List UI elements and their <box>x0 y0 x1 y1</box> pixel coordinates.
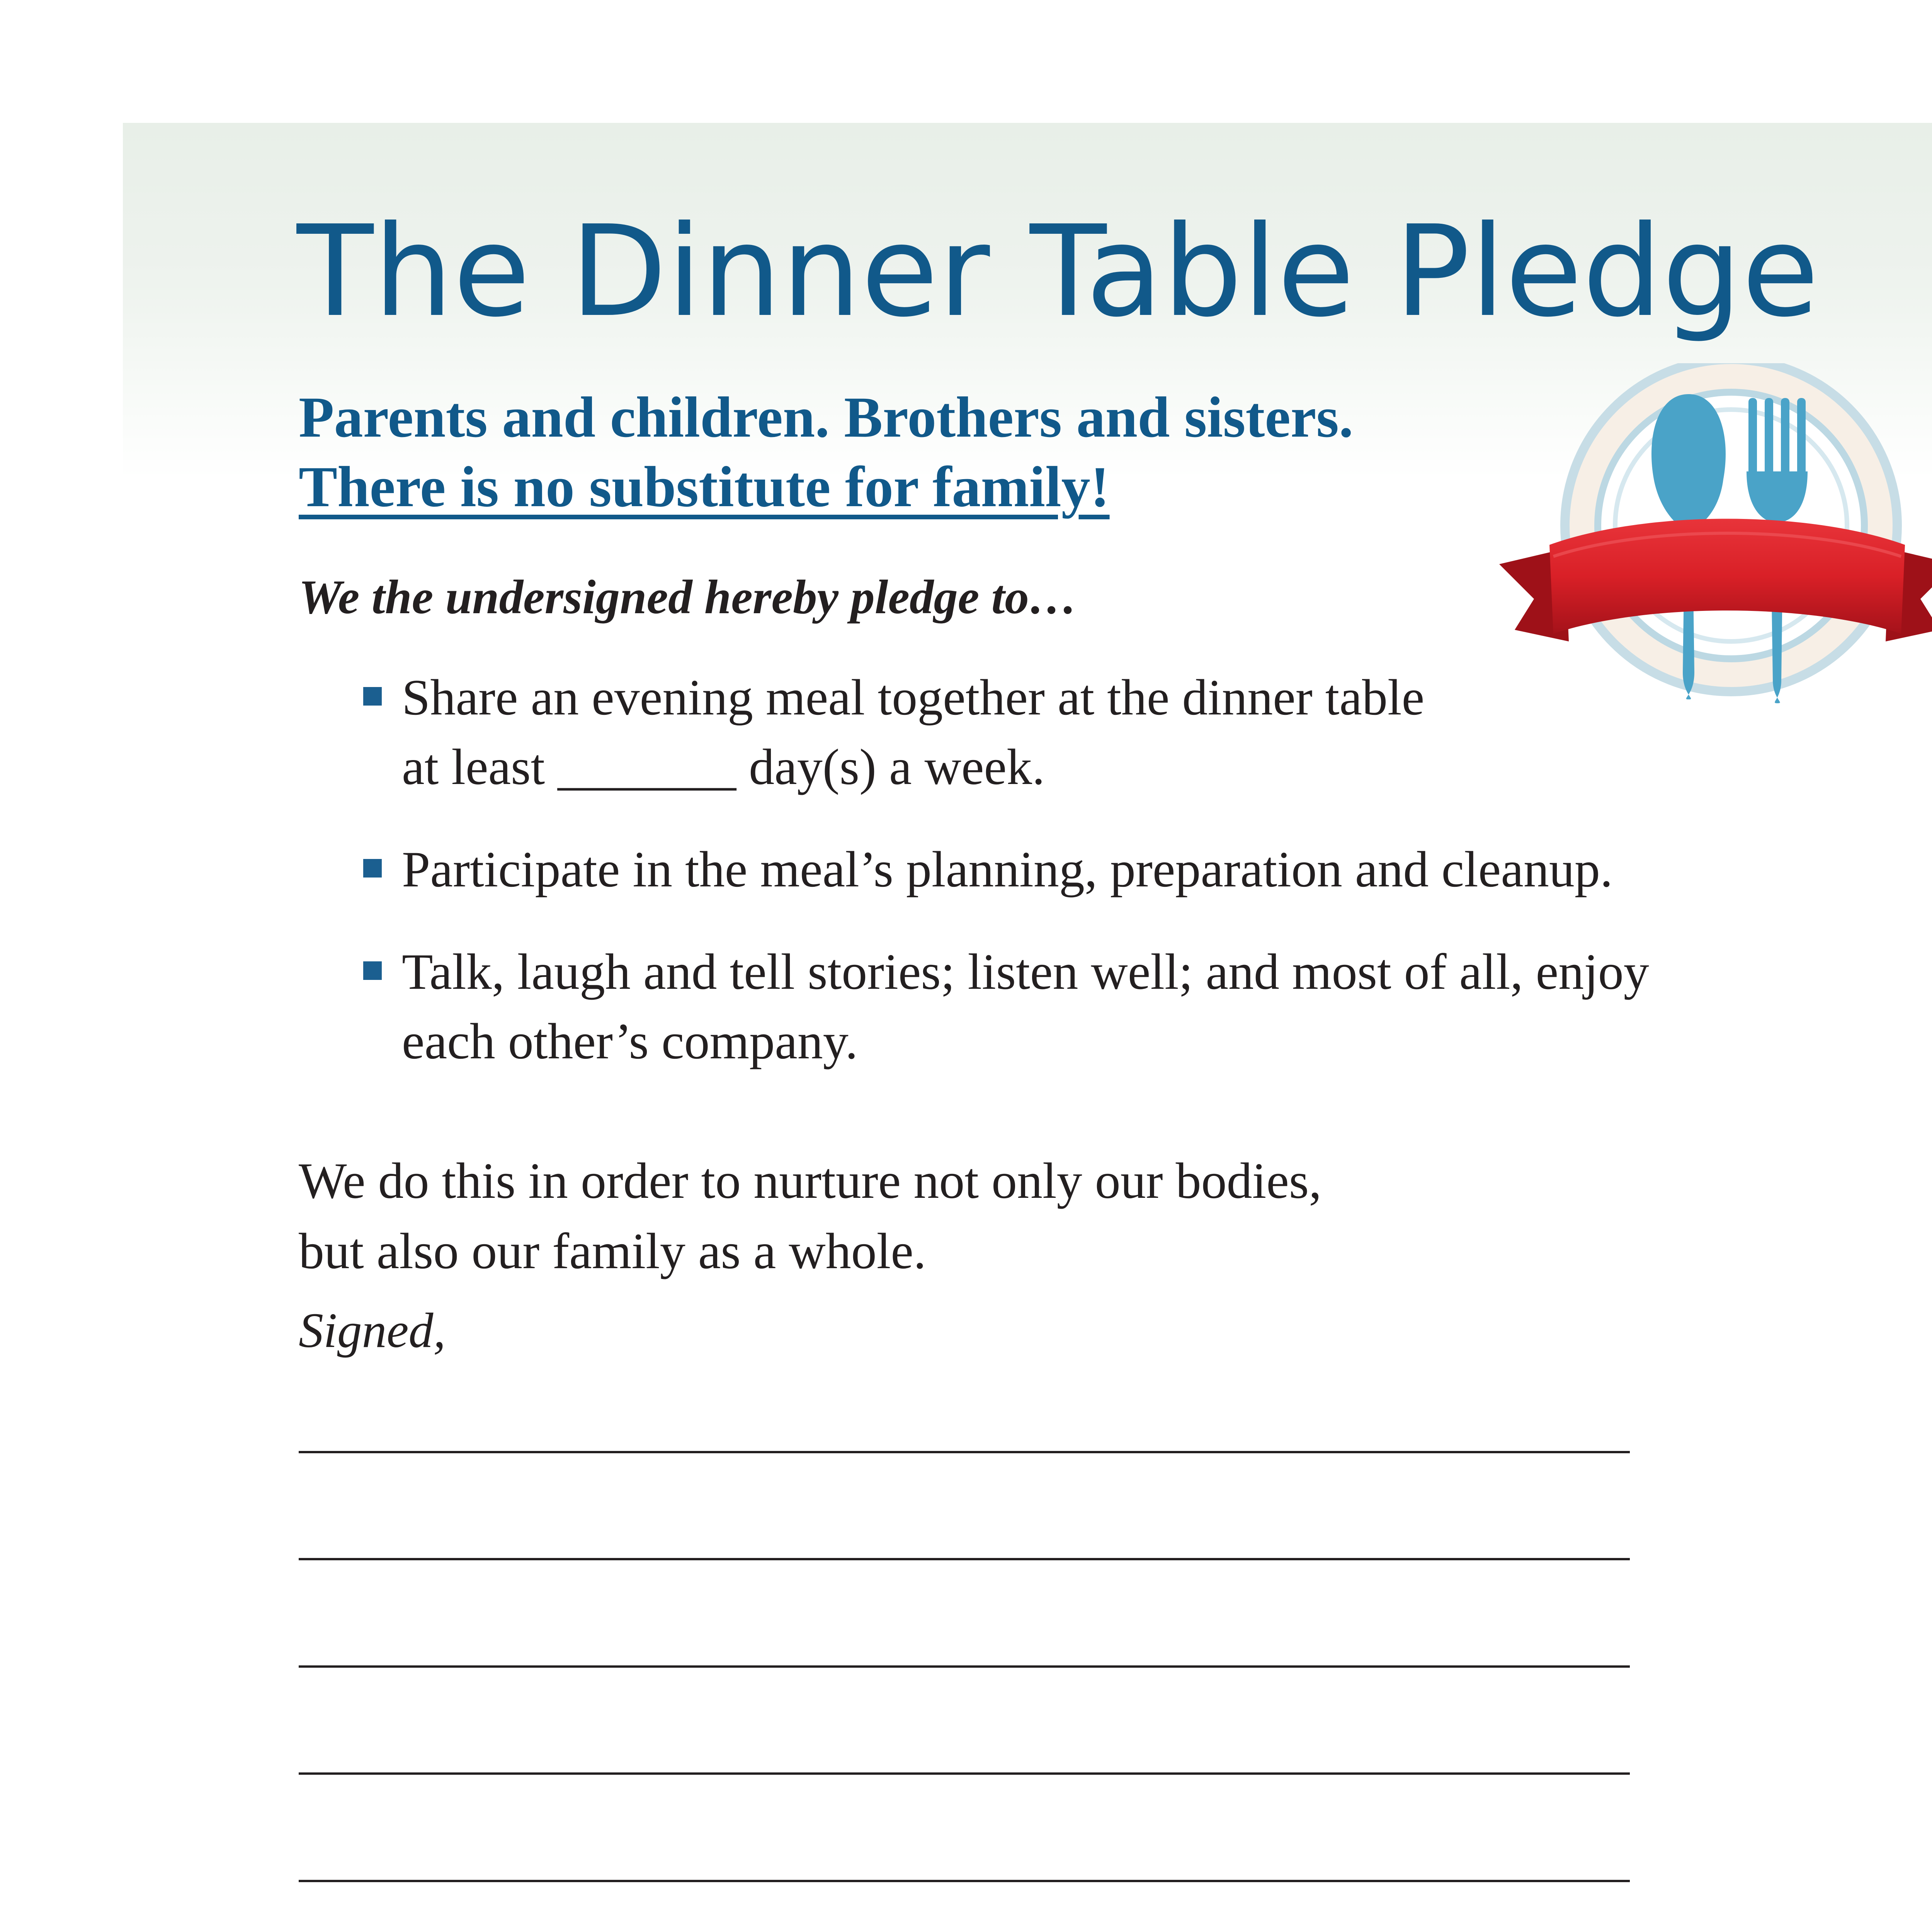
tagline-line-1: Parents and children. Brothers and sisters. <box>299 385 1354 449</box>
signature-line[interactable] <box>299 1451 1630 1453</box>
signature-line[interactable] <box>299 1665 1630 1668</box>
closing-statement <box>299 1146 1321 1286</box>
signature-line[interactable] <box>299 1880 1630 1882</box>
bullet-icon <box>363 687 382 706</box>
pledge-item-1 <box>402 663 1424 802</box>
signature-line[interactable] <box>299 1772 1630 1775</box>
closing-line-2: but also our family as a whole. <box>299 1223 926 1279</box>
page-title: The Dinner Table Pledge <box>297 198 1819 345</box>
pledge-item-3 <box>402 937 1649 1076</box>
pledge-item-2 <box>402 835 1613 904</box>
pledge-item-1-line-2: at least _______ day(s) a week. <box>402 738 1045 795</box>
pledge-item-2-line-1: Participate in the meal’s planning, preparation and cleanup. <box>402 841 1613 898</box>
closing-line-1: We do this in order to nurture not only our bodies, <box>299 1152 1322 1209</box>
pledge-intro: We the undersigned hereby pledge to… <box>299 571 1077 624</box>
tagline <box>299 383 1353 522</box>
pledge-item-3-line-2: each other’s company. <box>402 1013 858 1070</box>
pledge-item-1-line-1: Share an evening meal together at the dinner table <box>402 669 1425 726</box>
bullet-icon <box>363 961 382 980</box>
bullet-icon <box>363 859 382 878</box>
signature-line[interactable] <box>299 1558 1630 1560</box>
signed-label: Signed, <box>299 1303 446 1358</box>
pledge-item-3-line-1: Talk, laugh and tell stories; listen well; and most of all, enjoy <box>402 943 1649 1000</box>
plate-spoon-fork-ribbon-icon <box>1492 363 1932 757</box>
tagline-line-2: There is no substitute for family! <box>299 455 1110 519</box>
